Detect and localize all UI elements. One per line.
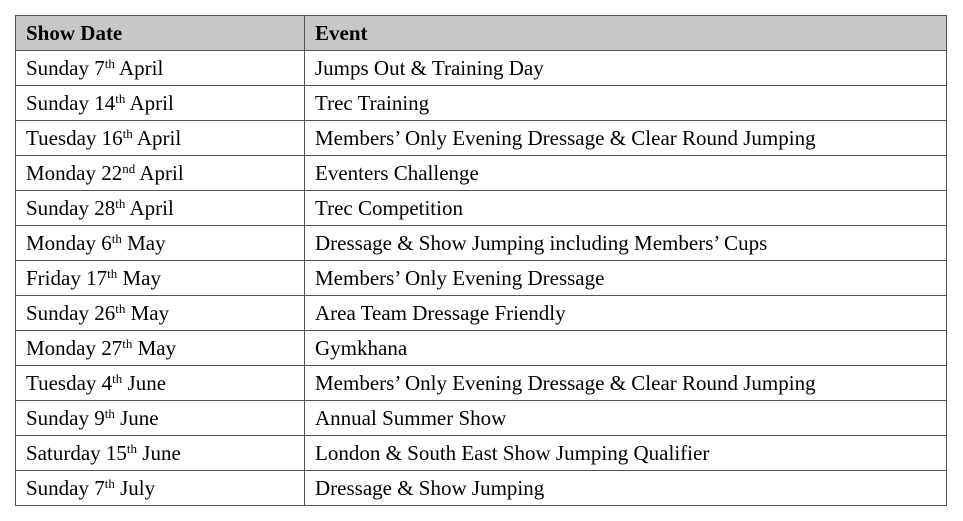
table-row	[16, 86, 947, 121]
show-date-cell	[16, 261, 305, 296]
table-row	[16, 366, 947, 401]
date-number: 7	[94, 475, 105, 500]
event-cell: Gymkhana	[305, 331, 947, 366]
table-row	[16, 331, 947, 366]
table-row	[16, 261, 947, 296]
date-ordinal-suffix: nd	[122, 160, 136, 176]
date-month: May	[127, 230, 166, 255]
event-cell: Trec Training	[305, 86, 947, 121]
date-month: April	[129, 195, 174, 220]
date-day: Tuesday	[26, 125, 97, 150]
date-ordinal-suffix: th	[115, 195, 126, 211]
date-number: 17	[86, 265, 108, 290]
date-ordinal-suffix: th	[115, 300, 126, 316]
table-row	[16, 191, 947, 226]
date-number: 14	[94, 90, 116, 115]
date-ordinal-suffix: th	[122, 125, 133, 141]
event-cell: Jumps Out & Training Day	[305, 51, 947, 86]
show-date-cell	[16, 226, 305, 261]
table-row	[16, 51, 947, 86]
date-ordinal-suffix: th	[126, 440, 138, 456]
event-cell: Eventers Challenge	[305, 156, 947, 191]
date-day: Monday	[26, 160, 96, 185]
event-cell: London & South East Show Jumping Qualifier	[305, 436, 947, 471]
show-date-cell	[16, 471, 305, 506]
show-date-cell	[16, 156, 305, 191]
date-day: Sunday	[26, 55, 89, 80]
date-month: June	[127, 370, 167, 395]
date-day: Monday	[26, 230, 96, 255]
table-row	[16, 121, 947, 156]
show-date-cell	[16, 401, 305, 436]
date-day: Sunday	[26, 405, 89, 430]
show-date-cell	[16, 86, 305, 121]
table-row	[16, 436, 947, 471]
date-month: April	[129, 90, 174, 115]
show-date-cell	[16, 296, 305, 331]
date-number: 15	[105, 440, 127, 465]
table-row	[16, 296, 947, 331]
event-cell: Area Team Dressage Friendly	[305, 296, 947, 331]
date-number: 16	[101, 125, 123, 150]
date-day: Monday	[26, 335, 96, 360]
table-row	[16, 471, 947, 506]
date-number: 7	[94, 55, 105, 80]
date-number: 28	[94, 195, 116, 220]
event-cell: Members’ Only Evening Dressage & Clear Round Jumping	[305, 366, 947, 401]
date-number: 6	[101, 230, 112, 255]
show-date-cell	[16, 366, 305, 401]
table-row	[16, 156, 947, 191]
date-ordinal-suffix: th	[122, 335, 133, 351]
date-day: Friday	[26, 265, 81, 290]
date-month: May	[122, 265, 161, 290]
show-date-cell	[16, 51, 305, 86]
event-cell: Dressage & Show Jumping	[305, 471, 947, 506]
date-month: June	[120, 405, 159, 430]
date-month: April	[139, 160, 184, 185]
date-ordinal-suffix: th	[115, 90, 126, 106]
date-day: Saturday	[26, 440, 101, 465]
date-number: 9	[94, 405, 105, 430]
schedule-body	[16, 51, 947, 506]
date-number: 26	[94, 300, 116, 325]
date-month: April	[118, 55, 164, 80]
event-cell: Members’ Only Evening Dressage	[305, 261, 947, 296]
date-number: 22	[101, 160, 123, 185]
event-cell: Trec Competition	[305, 191, 947, 226]
date-month: May	[130, 300, 170, 325]
show-date-cell	[16, 331, 305, 366]
date-day: Sunday	[26, 475, 89, 500]
event-cell: Annual Summer Show	[305, 401, 947, 436]
date-ordinal-suffix: th	[111, 230, 122, 246]
header-row	[16, 16, 947, 51]
show-date-cell	[16, 436, 305, 471]
date-month: April	[136, 125, 182, 150]
show-date-cell	[16, 191, 305, 226]
date-ordinal-suffix: th	[104, 55, 115, 71]
event-cell: Members’ Only Evening Dressage & Clear Round Jumping	[305, 121, 947, 156]
show-schedule-table	[15, 15, 947, 506]
date-ordinal-suffix: th	[112, 370, 123, 386]
date-month: July	[120, 475, 156, 500]
date-day: Sunday	[26, 300, 89, 325]
show-date-cell	[16, 121, 305, 156]
table-row	[16, 226, 947, 261]
date-number: 27	[101, 335, 123, 360]
date-ordinal-suffix: th	[104, 475, 115, 491]
date-ordinal-suffix: th	[107, 265, 118, 281]
date-ordinal-suffix: th	[104, 405, 115, 421]
table-row	[16, 401, 947, 436]
header-show-date: Show Date	[16, 16, 305, 51]
date-month: June	[142, 440, 181, 465]
date-month: May	[137, 335, 177, 360]
date-day: Tuesday	[26, 370, 97, 395]
date-day: Sunday	[26, 90, 89, 115]
date-day: Sunday	[26, 195, 89, 220]
event-cell: Dressage & Show Jumping including Members’ Cups	[305, 226, 947, 261]
header-event: Event	[305, 16, 947, 51]
date-number: 4	[101, 370, 113, 395]
